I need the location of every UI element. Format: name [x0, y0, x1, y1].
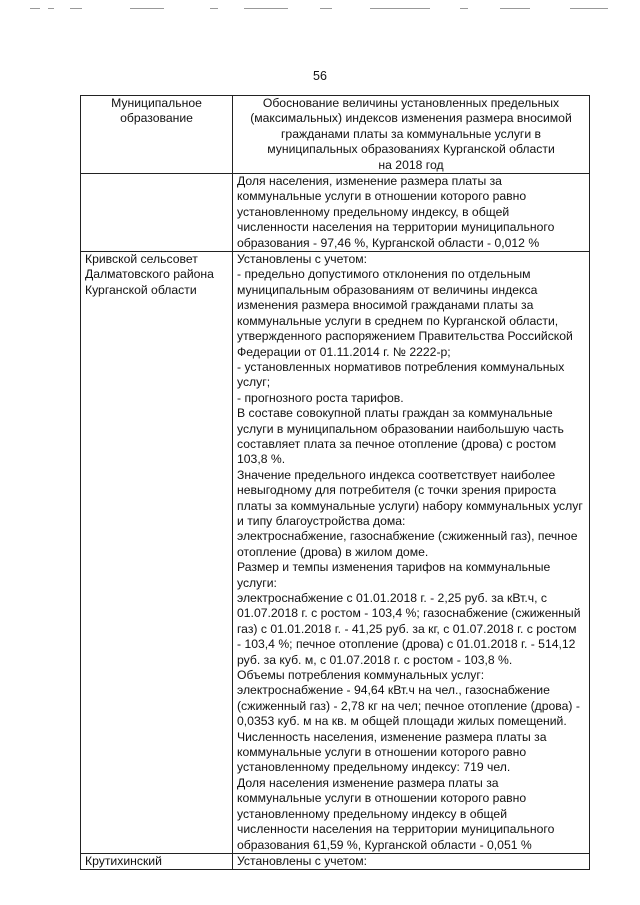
text-line: численности населения на территории муниципального	[237, 822, 555, 837]
text-line: муниципальным образованиям от величины индекса	[237, 282, 538, 297]
text-line: 0,0353 куб. м на кв. м общей площади жилых помещений.	[237, 714, 567, 729]
municipality-cell	[81, 252, 233, 854]
text-line: отопление (дрова) в жилом доме.	[237, 544, 429, 559]
text-line: электроснабжение с 01.01.2018 г. - 2,25 руб. за кВт.ч, с	[237, 591, 547, 605]
text-line: электроснабжение - 94,64 кВт.ч на чел., газоснабжение	[237, 683, 550, 698]
text-line: - предельно допустимого отклонения по отдельным	[237, 267, 531, 282]
header-justification-line: муниципальных образованиях Курганской области	[267, 142, 555, 157]
header-municipality-line: образование	[120, 111, 193, 126]
header-justification-line: гражданами платы за коммунальные услуги в	[280, 126, 542, 141]
text-line: - установленных нормативов потребления коммунальных	[237, 359, 565, 374]
municipality-name-line: Далматовского района	[85, 267, 214, 282]
text-line: изменения размера вносимой гражданами платы за	[237, 298, 534, 313]
text-line: составляет плата за печное отопление (дрова) с ростом	[237, 436, 557, 451]
text-line: руб. за куб. м, с 01.07.2018 г. с ростом - 103,8 %.	[237, 652, 513, 667]
municipality-name-line: Крутихинский	[85, 853, 162, 868]
text-line: - 103,4 %; печное отопление (дрова) с 01.01.2018 г. - 514,12	[237, 637, 576, 652]
text-line: Доля населения изменение размера платы за	[237, 775, 499, 790]
municipality-name-line: Курганской области	[85, 282, 197, 297]
text-line: 103,8 %.	[237, 452, 286, 467]
justification-cell	[233, 252, 590, 854]
text-line: В составе совокупной платы граждан за коммунальные	[237, 406, 553, 421]
text-line: услуги:	[237, 575, 277, 590]
municipality-cell	[81, 853, 233, 869]
text-line: - прогнозного роста тарифов.	[237, 390, 404, 405]
page-number: 56	[313, 69, 327, 83]
text-line: коммунальные услуги в отношении которого равно	[237, 791, 527, 806]
header-municipality-cell	[81, 96, 233, 174]
table-row	[81, 853, 590, 869]
text-line: услуг;	[237, 375, 271, 390]
text-line: установленному предельному индексу: 719 чел.	[237, 760, 511, 775]
text-line: платы за коммунальные услуги) набору коммунальных услуг	[237, 498, 583, 513]
text-line: Численность населения, изменение размера платы за	[237, 729, 547, 744]
text-line: и типу благоустройства дома:	[237, 513, 406, 528]
text-line: газ) с 01.01.2018 г. - 41,25 руб. за кг, с 01.07.2018 г. с ростом	[237, 621, 577, 636]
text-line: образования 61,59 %, Курганской области - 0,051 %	[237, 837, 532, 852]
text-line: Размер и темпы изменения тарифов на коммунальные	[237, 560, 551, 575]
header-justification-line: Обоснование величины установленных предельных	[262, 96, 560, 110]
text-line: коммунальные услуги в отношении которого равно	[237, 189, 527, 204]
text-line: численности населения на территории муниципального	[237, 220, 555, 235]
header-justification-cell	[233, 96, 590, 174]
scan-artifact-marks	[30, 8, 610, 12]
text-line: невыгодному для потребителя (с точки зрения прироста	[237, 483, 557, 498]
text-line: услуги в муниципальном образовании наибольшую часть	[237, 421, 564, 436]
text-line: утвержденного распоряжением Правительства Российской	[237, 329, 573, 344]
text-line: коммунальные услуги в отношении которого равно	[237, 745, 527, 760]
header-municipality-line: Муниципальное	[111, 96, 202, 110]
text-line: Доля населения, изменение размера платы за	[237, 174, 502, 189]
text-line: установленному предельному индексу в общей	[237, 806, 508, 821]
header-justification-line: на 2018 год	[378, 157, 444, 172]
table-row	[81, 252, 590, 854]
text-line: установленному предельному индексу, в общей	[237, 204, 510, 219]
justification-cell	[233, 853, 590, 869]
text-line: Объемы потребления коммунальных услуг:	[237, 668, 485, 683]
text-line: Значение предельного индекса соответствует наиболее	[237, 467, 556, 482]
municipality-name-line: Кривской сельсовет	[85, 252, 198, 267]
text-line: коммунальные услуги в среднем по Курганской области,	[237, 313, 559, 328]
text-line: Федерации от 01.11.2014 г. № 2222-р;	[237, 344, 451, 359]
text-line: (сжиженный газ) - 2,78 кг на чел; печное отопление (дрова) -	[237, 698, 580, 713]
justification-cell	[233, 174, 590, 252]
municipality-cell	[81, 174, 233, 252]
text-line: Установлены с учетом:	[237, 252, 367, 267]
justification-table	[80, 95, 590, 870]
header-justification-line: (максимальных) индексов изменения размера вносимой	[250, 111, 572, 126]
text-line: Установлены с учетом:	[237, 853, 367, 868]
table-row	[81, 174, 590, 252]
text-line: электроснабжение, газоснабжение (сжиженный газ), печное	[237, 529, 578, 544]
text-line: 01.07.2018 г. с ростом - 103,4 %; газоснабжение (сжиженный	[237, 606, 581, 621]
text-line: образования - 97,46 %, Курганской области - 0,012 %	[237, 235, 540, 250]
table-header-row	[81, 96, 590, 174]
